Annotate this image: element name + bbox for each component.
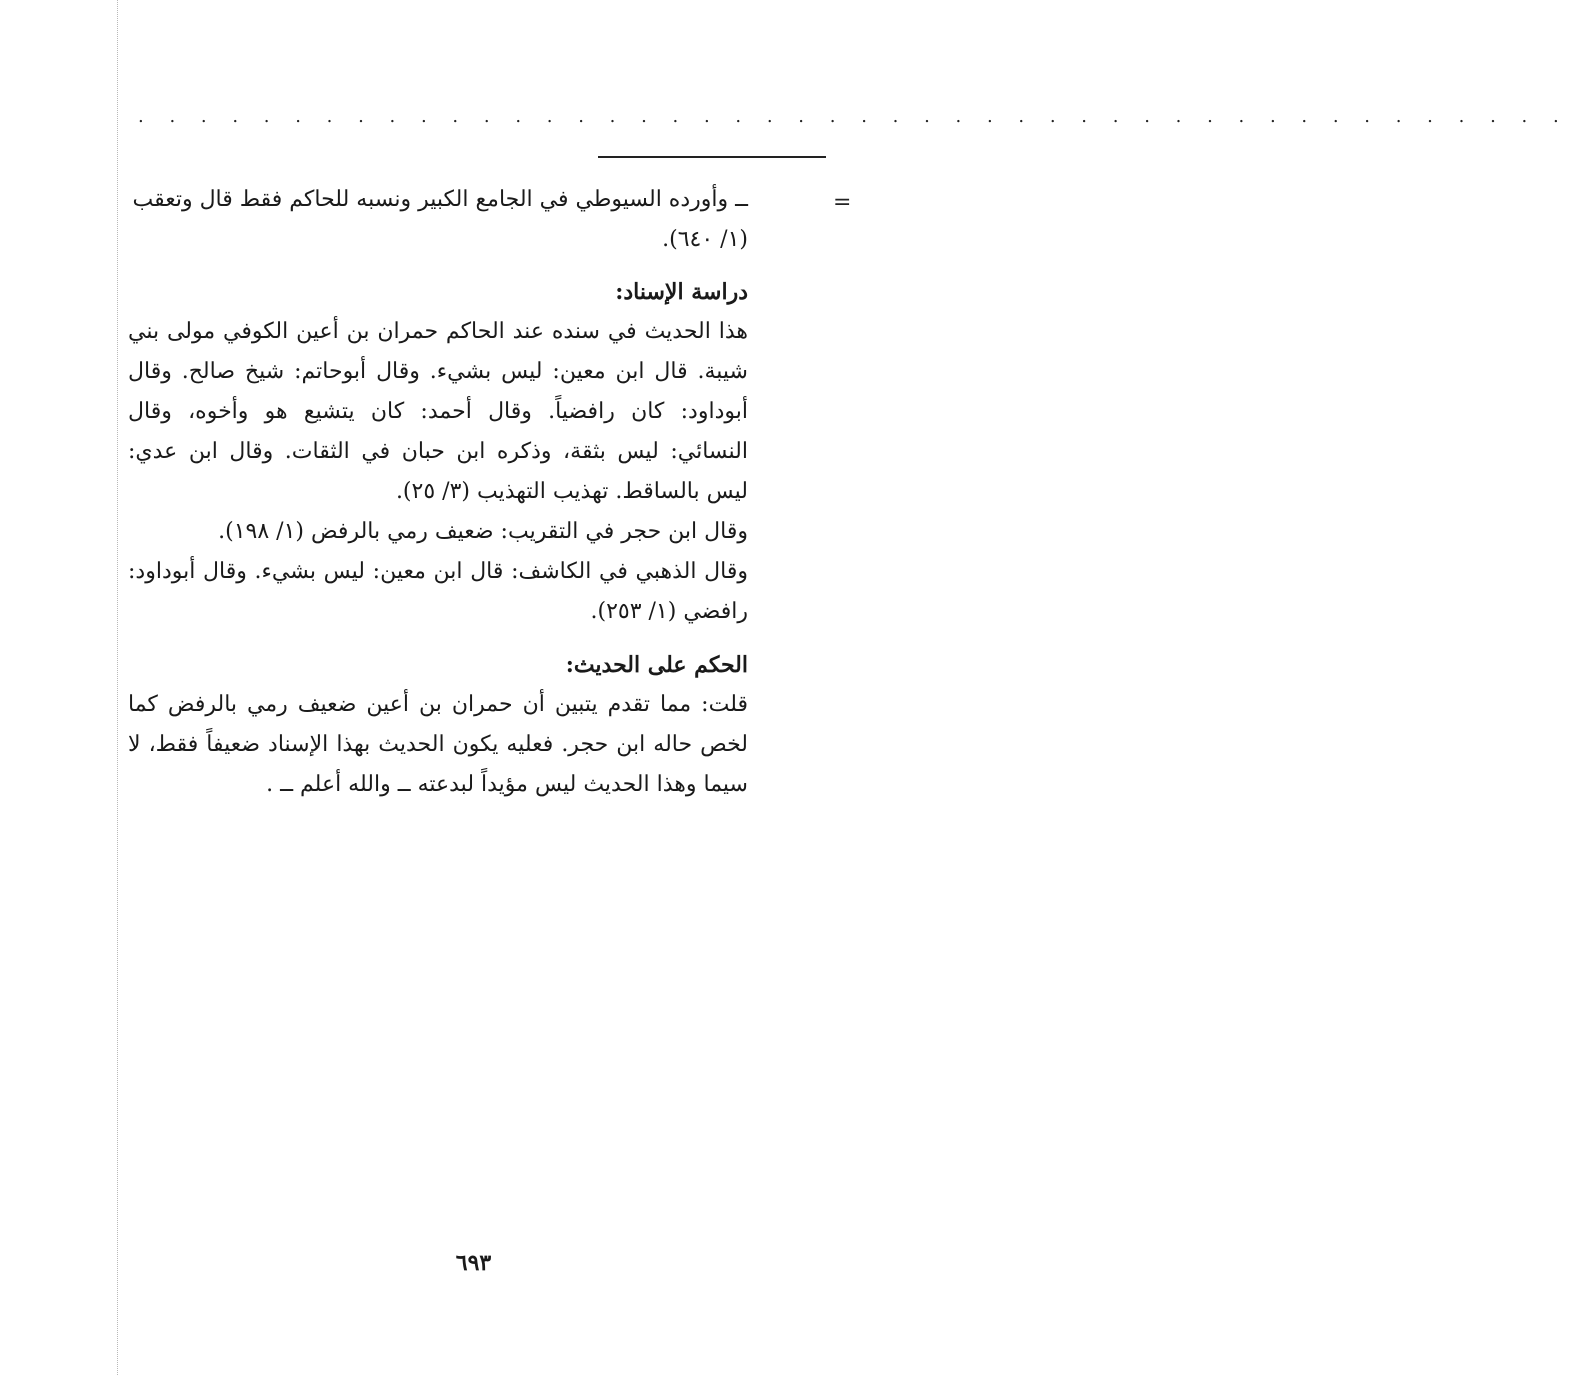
margin-guide-line [117,0,118,1375]
paragraph: وقال الذهبي في الكاشف: قال ابن معين: ليس بشيء. وقال أبوداود: رافضي (١/ ٢٥٣). [128,559,748,624]
paragraph: قلت: مما تقدم يتبين أن حمران بن أعين ضعيف رمي بالرفض كما لخص حاله ابن حجر. فعليه يكون الحديث بهذا الإسناد ضعيفاً فقط، لا سيما وهذا الحديث ليس مؤيداً لبدعته ــ والله أعلم ــ . [128,692,749,797]
section-body-ruling [128,685,748,805]
section-heading-isnad: دراسة الإسناد: [615,279,748,305]
footnote-line-1: ــ وأورده السيوطي في الجامع الكبير ونسبه للحاكم فقط قال وتعقب [132,187,748,212]
footnote-text [128,180,748,260]
footnote-rule [598,156,826,158]
dotted-separator: . . . . . . . . . . . . . . . . . . . . . . . . . . . . . . . . . . . . . . . . . . . . . . [138,106,1569,127]
section-body-isnad [128,312,748,632]
footnote-line-2: (١/ ٦٤٠). [662,227,748,252]
paragraph: هذا الحديث في سنده عند الحاكم حمران بن أعين الكوفي مولى بني شيبة. قال ابن معين: ليس بشيء. وقال أبوحاتم: شيخ صالح. وقال أبوداود: كان رافضياً. وقال أحمد: كان يتشيع هو وأخوه، وقال النسائي: ليس بثقة، وذكره ابن حبان في الثقات. وقال ابن عدي: ليس بالساقط. تهذيب التهذيب (٣/ ٢٥). [128,319,748,504]
paragraph: وقال ابن حجر في التقريب: ضعيف رمي بالرفض (١/ ١٩٨). [218,519,748,544]
section-heading-ruling: الحكم على الحديث: [565,652,748,678]
page-number: ٦٩٣ [455,1250,492,1276]
continuation-mark: = [833,190,852,215]
